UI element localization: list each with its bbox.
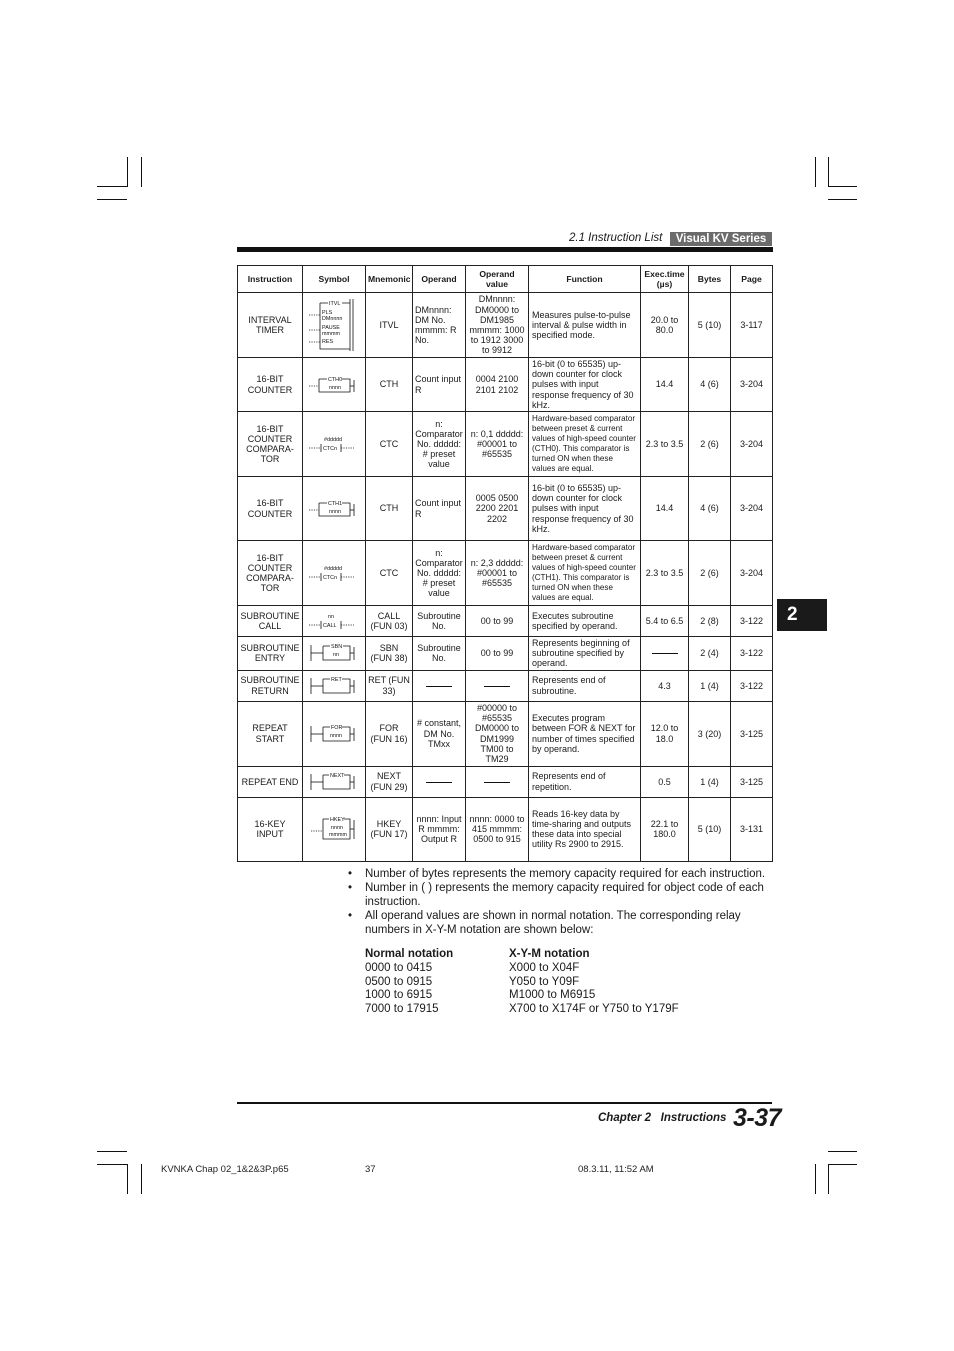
cell-operand: Count input R <box>413 477 466 541</box>
cell-symbol <box>303 766 366 797</box>
svg-text:CTH1: CTH1 <box>328 500 343 507</box>
cell-symbol <box>303 477 366 541</box>
cell-operand: Subroutine No. <box>413 606 466 637</box>
cell-operand <box>413 670 466 701</box>
note-item: • Number in ( ) represents the memory capacity required for object code of each instruction. <box>347 881 777 909</box>
sbn-ladder-symbol-icon <box>306 642 362 664</box>
cell-mnemonic: HKEY (FUN 17) <box>366 797 413 861</box>
cell-function: Hardware-based comparator between preset & current values of high-speed counter (CTH1). This comparator is turned ON when these values are equal. <box>529 541 641 606</box>
cth0-ladder-symbol-icon <box>306 375 362 395</box>
col-header-page: Page <box>731 266 773 293</box>
crop-mark <box>127 1164 128 1194</box>
table-row <box>238 293 773 358</box>
note-item: • Number of bytes represents the memory capacity required for each instruction. <box>347 867 777 881</box>
cell-operand: DMnnnn: DM No. mmmm: R No. <box>413 293 466 358</box>
cell-operand-value: n: 2,3 ddddd: #00001 to #65535 <box>466 541 529 606</box>
svg-text:HKEY: HKEY <box>330 817 345 824</box>
crop-mark <box>141 1164 142 1194</box>
crop-mark <box>828 157 829 187</box>
cell-instruction: 16-BIT COUNTER COMPARA-TOR <box>238 412 303 477</box>
hkey-ladder-symbol-icon <box>306 815 362 843</box>
cell-symbol <box>303 606 366 637</box>
cell-mnemonic: SBN (FUN 38) <box>366 637 413 671</box>
cell-bytes: 2 (8) <box>689 606 731 637</box>
cell-exec-time <box>641 637 689 671</box>
crop-mark <box>97 1151 127 1152</box>
call-contact-symbol-icon <box>306 611 362 631</box>
table-row <box>238 606 773 637</box>
cell-instruction: 16-BIT COUNTER <box>238 477 303 541</box>
cell-mnemonic: FOR (FUN 16) <box>366 701 413 766</box>
not-applicable-dash <box>484 686 510 687</box>
cell-page: 3-125 <box>731 766 773 797</box>
svg-text:nnnn: nnnn <box>329 384 341 391</box>
cell-exec-time: 20.0 to 80.0 <box>641 293 689 358</box>
cell-operand: n: Comparator No. ddddd: # preset value <box>413 541 466 606</box>
table-row <box>238 541 773 606</box>
cell-operand-value: n: 0,1 ddddd: #00001 to #65535 <box>466 412 529 477</box>
cell-instruction: 16-BIT COUNTER <box>238 358 303 412</box>
page-number: 3-37 <box>733 1104 782 1132</box>
col-header-function: Function <box>529 266 641 293</box>
cell-page: 3-122 <box>731 670 773 701</box>
not-applicable-dash <box>426 782 452 783</box>
cell-bytes: 1 (4) <box>689 766 731 797</box>
cell-function: Executes subroutine specified by operand. <box>529 606 641 637</box>
cell-exec-time: 22.1 to 180.0 <box>641 797 689 861</box>
cell-bytes: 5 (10) <box>689 293 731 358</box>
svg-text:PLS: PLS <box>322 310 333 316</box>
col-header-exec-time: Exec.time (µs) <box>641 266 689 293</box>
ctc-contact-symbol-icon <box>306 563 362 583</box>
col-header-instruction: Instruction <box>238 266 303 293</box>
cell-bytes: 4 (6) <box>689 358 731 412</box>
notation-cell: 0500 to 0915 <box>365 975 433 988</box>
table-row <box>238 477 773 541</box>
cell-mnemonic: CALL (FUN 03) <box>366 606 413 637</box>
svg-text:CTCn: CTCn <box>323 575 338 582</box>
cell-function: Reads 16-key data by time-sharing and outputs these data into special utility Rs 2900 to 2915. <box>529 797 641 861</box>
cell-operand-value: DMnnnn: DM0000 to DM1985 mmmm: 1000 to 1912 3000 to 9912 <box>466 293 529 358</box>
cell-exec-time: 4.3 <box>641 670 689 701</box>
slug-page: 37 <box>365 1164 376 1175</box>
cell-symbol <box>303 541 366 606</box>
cell-function: Represents beginning of subroutine specified by operand. <box>529 637 641 671</box>
cell-symbol <box>303 670 366 701</box>
cell-function: Represents end of repetition. <box>529 766 641 797</box>
cell-operand-value: #00000 to #65535 DM0000 to DM1999 TM00 to TM29 <box>466 701 529 766</box>
svg-text:mmmm: mmmm <box>329 832 347 839</box>
normal-notation-header: Normal notation <box>365 948 454 960</box>
footer-rule <box>237 1102 772 1104</box>
cell-function: 16-bit (0 to 65535) up-down counter for clock pulses with input response frequency of 30 kHz. <box>529 477 641 541</box>
cell-mnemonic: NEXT (FUN 29) <box>366 766 413 797</box>
notation-cell: X000 to X04F <box>509 961 580 974</box>
itvl-ladder-symbol-icon <box>306 297 362 353</box>
svg-text:nnnn: nnnn <box>331 825 343 832</box>
svg-text:nnnn: nnnn <box>330 732 342 739</box>
notation-cell: 0000 to 0415 <box>365 961 433 974</box>
slug-timestamp: 08.3.11, 11:52 AM <box>578 1164 654 1175</box>
footer-chapter-label: Chapter 2 Instructions <box>598 1112 727 1124</box>
cell-exec-time: 5.4 to 6.5 <box>641 606 689 637</box>
cell-instruction: 16-BIT COUNTER COMPARA-TOR <box>238 541 303 606</box>
col-header-operand: Operand <box>413 266 466 293</box>
cell-page: 3-204 <box>731 541 773 606</box>
cell-exec-time: 12.0 to 18.0 <box>641 701 689 766</box>
cell-symbol <box>303 797 366 861</box>
cell-page: 3-125 <box>731 701 773 766</box>
cell-operand: # constant, DM No. TMxx <box>413 701 466 766</box>
cell-bytes: 2 (6) <box>689 541 731 606</box>
cell-operand-value: 00 to 99 <box>466 637 529 671</box>
svg-text:CTCn: CTCn <box>323 446 338 453</box>
svg-text:RES: RES <box>322 339 334 345</box>
notation-cell: X700 to X174F or Y750 to Y179F <box>509 1003 679 1016</box>
svg-text:nn: nn <box>333 652 339 659</box>
svg-text:nnnn: nnnn <box>329 508 341 515</box>
svg-text:NEXT: NEXT <box>330 772 345 779</box>
svg-text:mmmm: mmmm <box>322 331 340 337</box>
cell-instruction: REPEAT END <box>238 766 303 797</box>
crop-mark <box>97 186 127 187</box>
chapter-tab: 2 <box>777 599 827 631</box>
cell-function: 16-bit (0 to 65535) up-down counter for clock pulses with input response frequency of 30 kHz. <box>529 358 641 412</box>
note-item: • All operand values are shown in normal notation. The corresponding relay numbers in X-Y-M notation are shown below: <box>347 909 777 937</box>
cell-symbol <box>303 358 366 412</box>
cell-instruction: SUBROUTINE CALL <box>238 606 303 637</box>
col-header-symbol: Symbol <box>303 266 366 293</box>
not-applicable-dash <box>484 782 510 783</box>
cell-operand: Count input R <box>413 358 466 412</box>
svg-text:#ddddd: #ddddd <box>324 566 342 573</box>
crop-mark <box>828 1164 829 1194</box>
cell-page: 3-204 <box>731 412 773 477</box>
cell-exec-time: 0.5 <box>641 766 689 797</box>
cell-instruction: SUBROUTINE ENTRY <box>238 637 303 671</box>
table-row <box>238 701 773 766</box>
notation-cell: Y050 to Y09F <box>509 975 580 988</box>
cell-operand-value: nnnn: 0000 to 415 mmmm: 0500 to 915 <box>466 797 529 861</box>
series-badge: Visual KV Series <box>670 232 772 246</box>
table-header-row <box>238 266 773 293</box>
xym-notation-header: X-Y-M notation <box>509 948 590 960</box>
instruction-table <box>237 265 773 862</box>
svg-text:nn: nn <box>328 614 334 621</box>
cell-mnemonic: ITVL <box>366 293 413 358</box>
cell-operand-value: 00 to 99 <box>466 606 529 637</box>
cell-page: 3-204 <box>731 358 773 412</box>
cell-mnemonic: CTH <box>366 477 413 541</box>
cell-exec-time: 2.3 to 3.5 <box>641 412 689 477</box>
not-applicable-dash <box>652 653 678 654</box>
notes-list <box>347 867 777 937</box>
cell-instruction: REPEAT START <box>238 701 303 766</box>
cell-mnemonic: RET (FUN 33) <box>366 670 413 701</box>
cell-page: 3-131 <box>731 797 773 861</box>
normal-notation-column <box>365 948 453 1017</box>
cell-function: Executes program between FOR & NEXT for number of times specified by operand. <box>529 701 641 766</box>
section-title: 2.1 Instruction List <box>569 232 663 244</box>
xym-notation-column <box>509 948 679 1017</box>
crop-mark <box>127 157 128 187</box>
cell-bytes: 2 (4) <box>689 637 731 671</box>
for-ladder-symbol-icon <box>306 723 362 745</box>
svg-text:PAUSE: PAUSE <box>322 325 340 331</box>
cell-instruction: SUBROUTINE RETURN <box>238 670 303 701</box>
cell-symbol <box>303 293 366 358</box>
cell-bytes: 5 (10) <box>689 797 731 861</box>
cth1-ladder-symbol-icon <box>306 499 362 519</box>
cell-bytes: 2 (6) <box>689 412 731 477</box>
cell-page: 3-122 <box>731 606 773 637</box>
next-ladder-symbol-icon <box>306 771 362 793</box>
crop-mark <box>828 199 857 200</box>
table-row <box>238 358 773 412</box>
crop-mark <box>828 1164 857 1165</box>
table-row <box>238 412 773 477</box>
ctc-contact-symbol-icon <box>306 434 362 454</box>
cell-instruction: 16-KEY INPUT <box>238 797 303 861</box>
cell-instruction: INTERVAL TIMER <box>238 293 303 358</box>
col-header-mnemonic: Mnemonic <box>366 266 413 293</box>
svg-text:#ddddd: #ddddd <box>324 437 342 444</box>
cell-mnemonic: CTC <box>366 541 413 606</box>
cell-operand-value <box>466 670 529 701</box>
cell-operand <box>413 766 466 797</box>
table-row <box>238 766 773 797</box>
table-row <box>238 637 773 671</box>
notation-cell: 1000 to 6915 <box>365 989 433 1002</box>
not-applicable-dash <box>426 686 452 687</box>
col-header-bytes: Bytes <box>689 266 731 293</box>
notation-cell: 7000 to 17915 <box>365 1003 439 1016</box>
cell-bytes: 4 (6) <box>689 477 731 541</box>
cell-symbol <box>303 701 366 766</box>
notation-cell: M1000 to M6915 <box>509 989 596 1002</box>
crop-mark <box>141 157 142 187</box>
crop-mark <box>815 157 816 187</box>
cell-operand: n: Comparator No. ddddd: # preset value <box>413 412 466 477</box>
cell-mnemonic: CTC <box>366 412 413 477</box>
svg-text:CTH0: CTH0 <box>328 376 343 383</box>
cell-function: Represents end of subroutine. <box>529 670 641 701</box>
ret-ladder-symbol-icon <box>306 675 362 697</box>
svg-text:DMnnnn: DMnnnn <box>322 316 343 322</box>
header-rule <box>237 247 773 252</box>
svg-text:RET: RET <box>331 676 342 683</box>
table-row <box>238 797 773 861</box>
cell-page: 3-122 <box>731 637 773 671</box>
cell-symbol <box>303 412 366 477</box>
crop-mark <box>97 1164 127 1165</box>
cell-bytes: 1 (4) <box>689 670 731 701</box>
cell-mnemonic: CTH <box>366 358 413 412</box>
cell-exec-time: 2.3 to 3.5 <box>641 541 689 606</box>
cell-symbol <box>303 637 366 671</box>
col-header-operand-value: Operand value <box>466 266 529 293</box>
crop-mark <box>97 199 127 200</box>
crop-mark <box>815 1164 816 1194</box>
svg-text:ITVL: ITVL <box>329 301 341 307</box>
cell-bytes: 3 (20) <box>689 701 731 766</box>
cell-operand: nnnn: Input R mmmm: Output R <box>413 797 466 861</box>
svg-text:FOR: FOR <box>331 724 343 731</box>
table-row <box>238 670 773 701</box>
cell-exec-time: 14.4 <box>641 358 689 412</box>
cell-function: Hardware-based comparator between preset & current values of high-speed counter (CTH0). This comparator is turned ON when these values are equal. <box>529 412 641 477</box>
svg-text:CALL: CALL <box>323 623 337 630</box>
cell-operand-value: 0004 2100 2101 2102 <box>466 358 529 412</box>
cell-operand: Subroutine No. <box>413 637 466 671</box>
crop-mark <box>828 1151 857 1152</box>
cell-operand-value <box>466 766 529 797</box>
cell-function: Measures pulse-to-pulse interval & pulse width in specified mode. <box>529 293 641 358</box>
cell-page: 3-117 <box>731 293 773 358</box>
svg-text:SBN: SBN <box>331 644 343 651</box>
cell-exec-time: 14.4 <box>641 477 689 541</box>
cell-page: 3-204 <box>731 477 773 541</box>
slug-file: KVNKA Chap 02_1&2&3P.p65 <box>161 1164 289 1175</box>
crop-mark <box>828 186 857 187</box>
cell-operand-value: 0005 0500 2200 2201 2202 <box>466 477 529 541</box>
